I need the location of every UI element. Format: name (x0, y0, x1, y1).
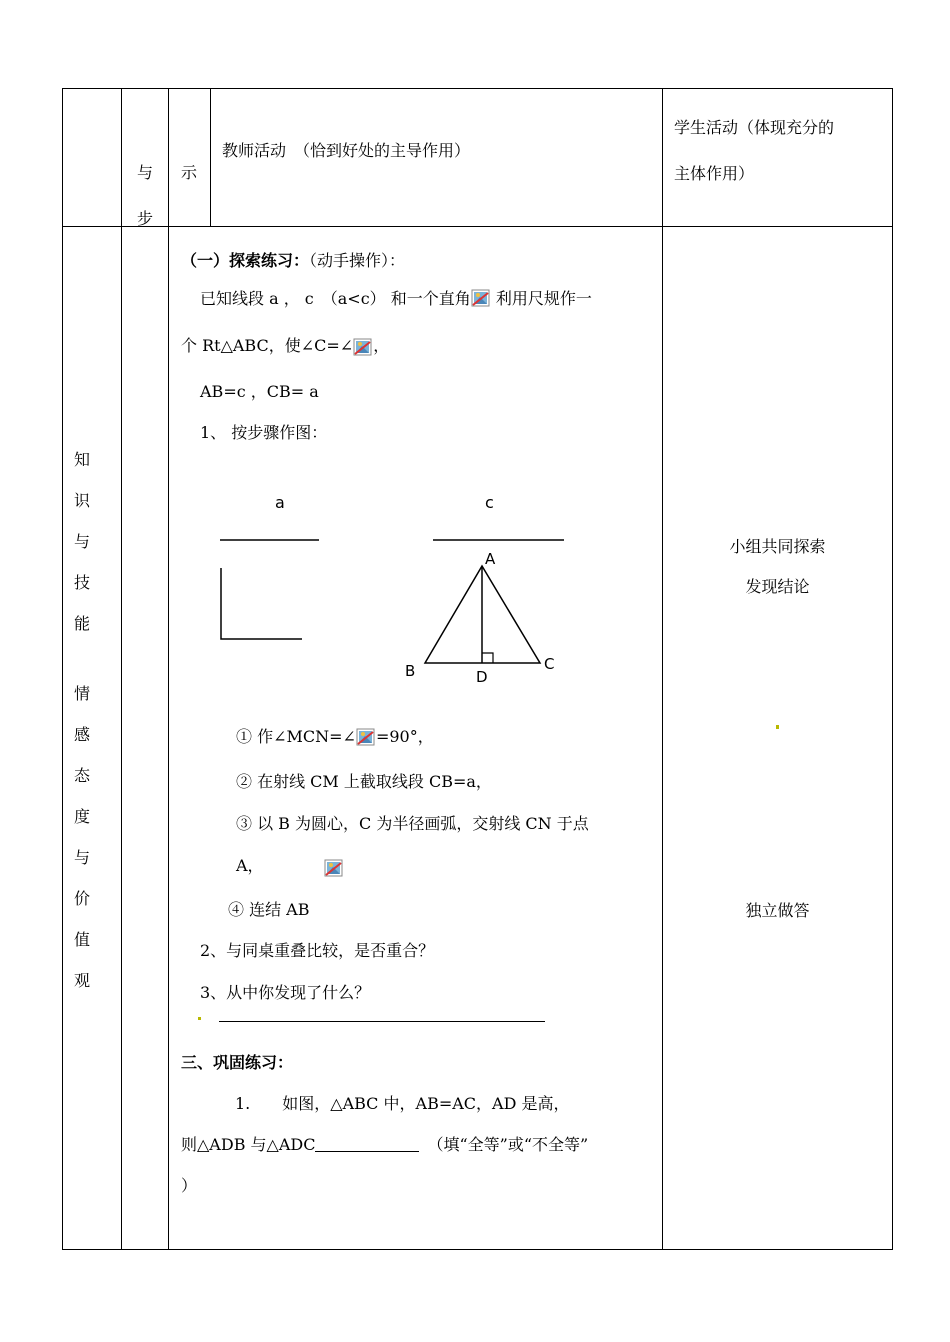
step-4: ④ 连结 AB (228, 900, 310, 919)
step-1 (236, 727, 434, 747)
problem-line3: AB=c ，CB= a (200, 382, 319, 401)
table-bottom-border (62, 1249, 893, 1250)
left-col-char: 态 (74, 766, 91, 785)
exercise-1-line3: ） (181, 1176, 198, 1195)
segment-c-label: c (485, 493, 494, 512)
fill-blank (315, 1135, 419, 1152)
left-col-char: 度 (74, 807, 91, 826)
broken-image-icon (324, 859, 344, 877)
segment-a-label: a (275, 493, 285, 512)
left-col-char: 知 (74, 450, 91, 469)
exercise-1-line2-a: 则△ADB 与△ADC (181, 1135, 316, 1154)
left-col-char: 价 (74, 889, 91, 908)
vertex-a-label: A (485, 550, 496, 568)
left-col-char: 与 (74, 532, 91, 551)
problem-line1-a: 已知线段 a ， c （a<c） 和一个直角 (200, 289, 471, 308)
question-3: 3、从中你发现了什么？ (200, 983, 371, 1002)
vertex-b-label: B (405, 662, 416, 680)
section1-heading (181, 251, 405, 271)
header-col2-char1: 与 (137, 163, 154, 182)
col-divider-1 (121, 88, 122, 1250)
broken-image-icon (353, 338, 373, 356)
left-col-char: 与 (74, 848, 91, 867)
step-3-continued: A， (236, 856, 264, 875)
col-divider-3 (210, 88, 211, 226)
table-left-border (62, 88, 63, 1250)
vertex-c-label: C (544, 655, 555, 673)
broken-image-icon (471, 289, 491, 307)
answer-blank-line (219, 1021, 545, 1022)
header-student-activity-line1: 学生活动（体现充分的 (674, 118, 835, 137)
left-col-char: 技 (74, 573, 91, 592)
section1-heading-rest: （动手操作）： (309, 251, 406, 270)
section3-heading: 三、巩固练习： (181, 1053, 294, 1072)
left-col-char: 观 (74, 971, 91, 990)
table-right-border (892, 88, 893, 1250)
table-header-divider (62, 226, 893, 227)
student-explore: 小组共同探索 (729, 537, 826, 556)
student-dot (776, 725, 779, 729)
problem-line1-b: 利用尺规作一 (490, 289, 592, 308)
left-col-char: 感 (74, 725, 91, 744)
left-col-char: 识 (74, 491, 91, 510)
step-1-b: =90°， (375, 727, 434, 746)
student-independent-answer: 独立做答 (745, 901, 810, 920)
left-col-char: 值 (74, 930, 91, 949)
col-divider-4 (662, 88, 663, 1250)
step-2: ② 在射线 CM 上截取线段 CB=a， (236, 772, 492, 791)
vertex-d-label: D (476, 668, 488, 686)
right-angle-mark (482, 653, 493, 663)
exercise-1-line2 (181, 1135, 588, 1155)
left-col-char: 能 (74, 614, 91, 633)
right-angle (221, 568, 302, 639)
section1-heading-bold: （一）探索练习： (181, 251, 310, 270)
header-teacher-activity: 教师活动 （恰到好处的主导作用） (222, 141, 471, 160)
problem-line2-a: 个 Rt△ABC，使∠C=∠ (181, 336, 354, 355)
step-1-a: ① 作∠MCN=∠ (236, 727, 356, 746)
problem-line1 (200, 289, 592, 309)
problem-line2 (181, 336, 389, 356)
student-conclusion: 发现结论 (745, 577, 810, 596)
header-col2-char2: 步 (137, 209, 154, 228)
table-top-border (62, 88, 893, 89)
answer-dot (198, 1017, 201, 1020)
broken-image-icon (356, 728, 376, 746)
header-student-activity-line2: 主体作用） (674, 164, 755, 183)
problem-line2-b: ， (373, 336, 390, 355)
col-divider-2 (168, 88, 169, 1250)
exercise-1-line2-b: （填“全等”或“不全等” (427, 1135, 589, 1154)
step-3: ③ 以 B 为圆心，C 为半径画弧，交射线 CN 于点 (236, 814, 589, 833)
step-title: 1、 按步骤作图： (200, 423, 328, 442)
exercise-1-line1: 1. 如图，△ABC 中，AB=AC，AD 是高， (235, 1094, 570, 1113)
header-col3: 示 (181, 163, 198, 182)
left-col-char: 情 (74, 684, 91, 703)
question-2: 2、与同桌重叠比较，是否重合？ (200, 941, 435, 960)
construction-figure (200, 520, 580, 690)
